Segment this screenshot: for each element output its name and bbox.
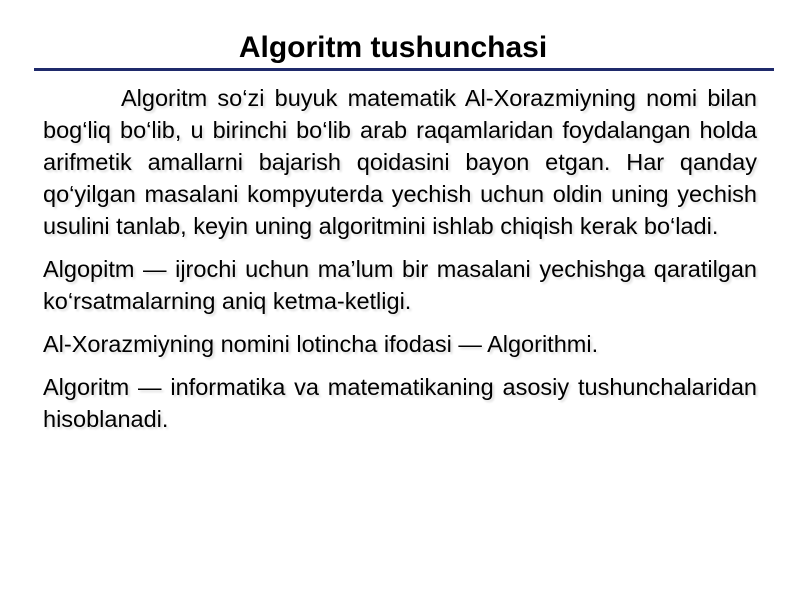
paragraph-algorithm-origin: Algoritm so‘zi buyuk matematik Al-Xorazmiyning nomi bilan bog‘liq bo‘lib, u birinchi bo‘lib arab raqamlaridan foydalangan holda arifmetik amallarni bajarish qoidasini bayon etgan. Har qanday qo‘yilgan masalani kompyuterda yechish uchun oldin uning yechish usulini tanlab, keyin uning algoritmini ishlab chiqish kerak bo‘ladi. [43,85,757,239]
paragraph-basic-concept: Algoritm — informatika va matematikaning asosiy tushunchalaridan hisoblanadi. [43,374,757,432]
title-divider [34,68,774,71]
paragraph-latin-name: Al-Xorazmiyning nomini lotincha ifodasi — Algorithmi. [43,331,599,357]
slide-title: Algoritm tushunchasi [238,31,548,64]
paragraph-algorithm-definition: Algopitm — ijrochi uchun ma’lum bir masalani yechishga qaratilgan ko‘rsatmalarning aniq ketma-ketligi. [43,256,757,314]
slide-body [43,82,757,446]
